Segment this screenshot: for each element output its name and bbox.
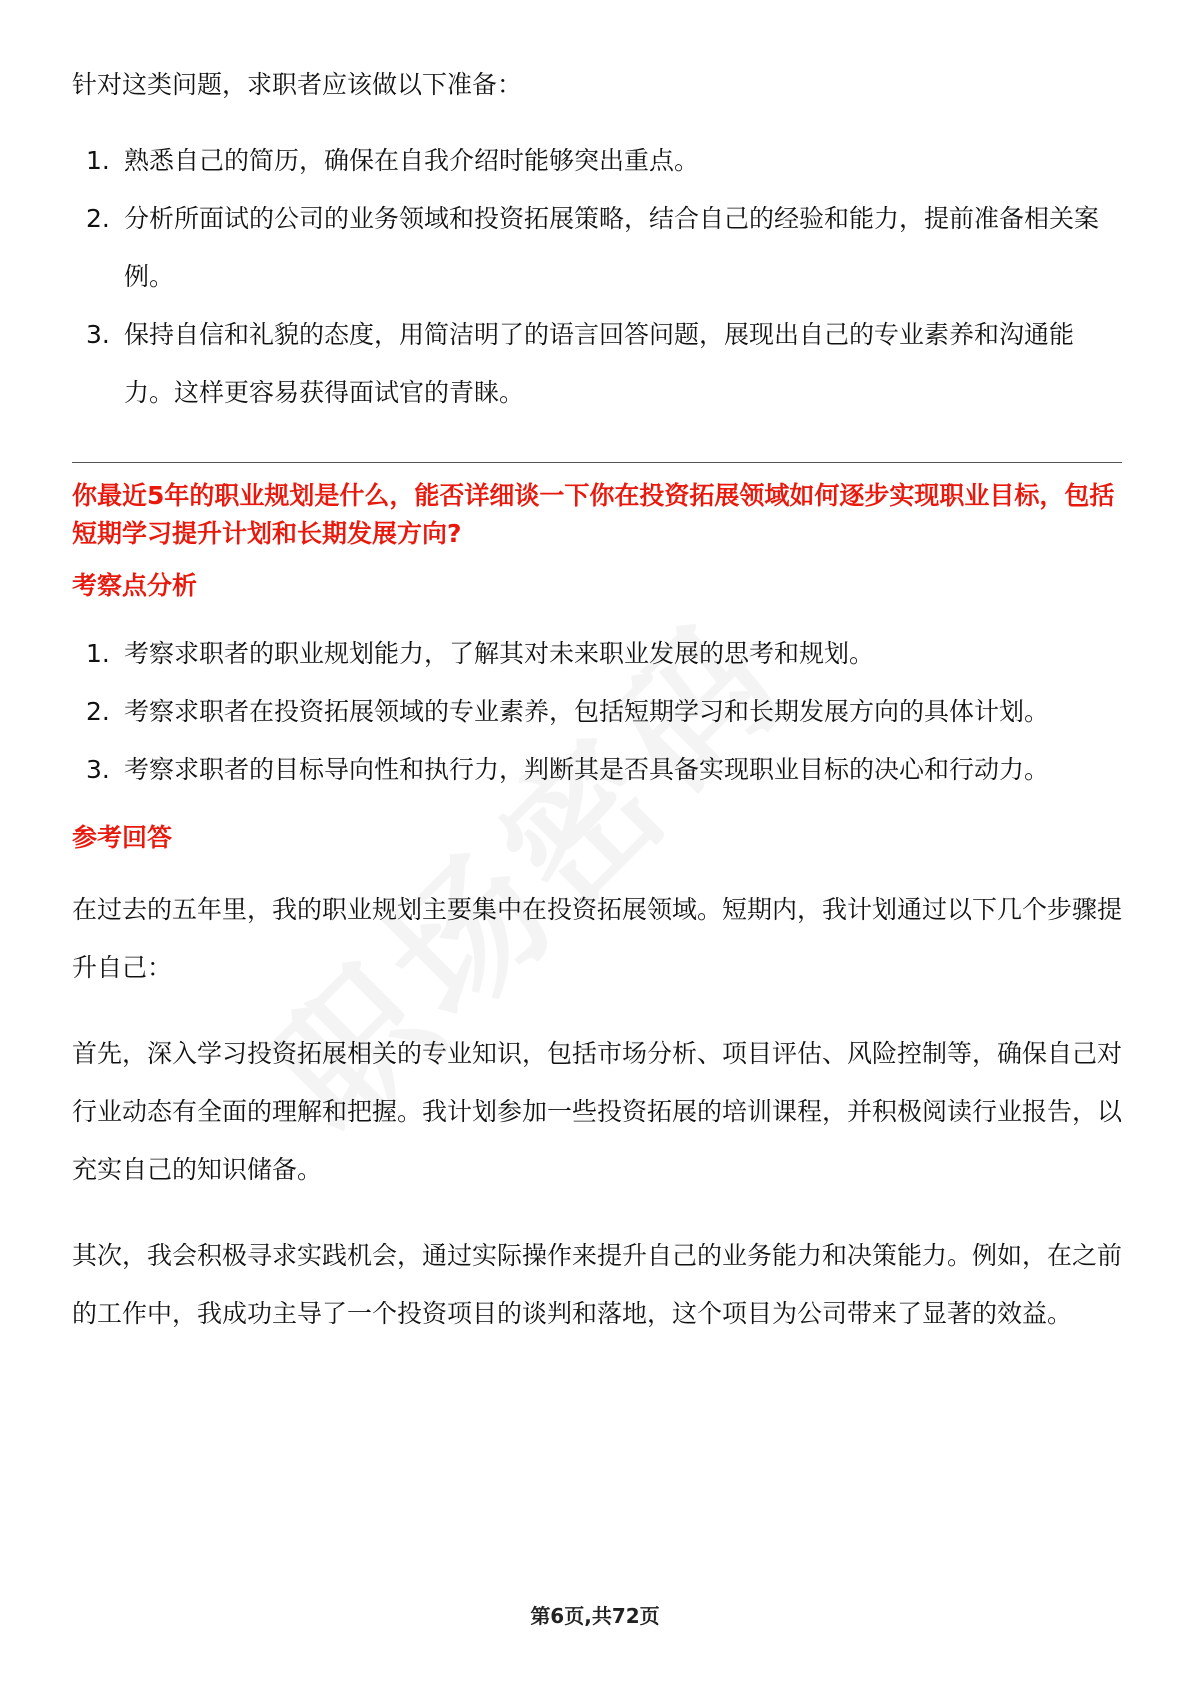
list-item-text: 熟悉自己的简历，确保在自我介绍时能够突出重点。 — [124, 146, 700, 175]
answer-paragraph: 首先，深入学习投资拓展相关的专业知识，包括市场分析、项目评估、风险控制等，确保自己对行业动态有全面的理解和把握。我计划参加一些投资拓展的培训课程，并积极阅读行业报告，以充实自己的知识储备。 — [72, 1039, 1123, 1184]
list-item-text: 考察求职者在投资拓展领域的专业素养，包括短期学习和长期发展方向的具体计划。 — [124, 697, 1050, 726]
list-item-text: 分析所面试的公司的业务领域和投资拓展策略，结合自己的经验和能力，提前准备相关案例。 — [124, 204, 1100, 291]
list-number: 1. — [86, 146, 110, 175]
section-divider — [72, 462, 1122, 463]
list-number: 1. — [86, 639, 110, 668]
list-item — [72, 741, 1122, 799]
list-item — [72, 132, 1122, 190]
list-number: 3. — [86, 755, 110, 784]
list-item — [72, 190, 1122, 306]
list-number: 3. — [86, 320, 110, 349]
answer-paragraph: 在过去的五年里，我的职业规划主要集中在投资拓展领域。短期内，我计划通过以下几个步骤提升自己： — [72, 895, 1123, 982]
document-page — [72, 56, 1122, 1371]
list-item-text: 保持自信和礼貌的态度，用简洁明了的语言回答问题，展现出自己的专业素养和沟通能力。这样更容易获得面试官的青睐。 — [124, 320, 1075, 407]
answer-paragraph: 其次，我会积极寻求实践机会，通过实际操作来提升自己的业务能力和决策能力。例如，在之前的工作中，我成功主导了一个投资项目的谈判和落地，这个项目为公司带来了显著的效益。 — [72, 1241, 1123, 1328]
list-number: 2. — [86, 204, 110, 233]
list-item — [72, 625, 1122, 683]
list-item — [72, 683, 1122, 741]
intro-text: 针对这类问题，求职者应该做以下准备： — [72, 70, 523, 99]
list-number: 2. — [86, 697, 110, 726]
analysis-list — [72, 625, 1122, 799]
list-item — [72, 306, 1122, 422]
page-footer: 第6页,共72页 — [530, 1604, 660, 1628]
analysis-title: 考察点分析 — [72, 571, 198, 600]
prep-list — [72, 132, 1122, 422]
question-heading: 你最近5年的职业规划是什么，能否详细谈一下你在投资拓展领域如何逐步实现职业目标，包括短期学习提升计划和长期发展方向? — [72, 481, 1115, 548]
list-item-text: 考察求职者的职业规划能力，了解其对未来职业发展的思考和规划。 — [124, 639, 875, 668]
list-item-text: 考察求职者的目标导向性和执行力，判断其是否具备实现职业目标的决心和行动力。 — [124, 755, 1050, 784]
answer-title: 参考回答 — [72, 823, 173, 852]
